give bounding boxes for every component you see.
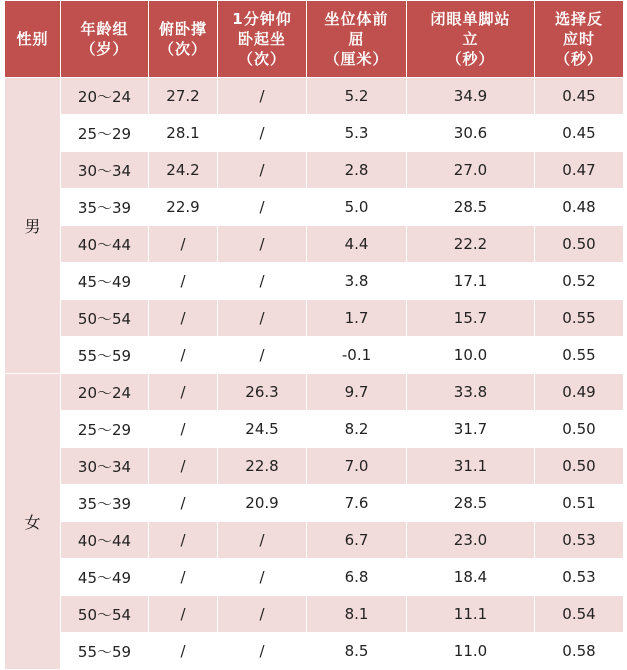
reaction-time-cell: 0.50	[535, 226, 624, 263]
header-label: 1分钟仰 卧起坐 （次）	[232, 10, 292, 68]
pushups-cell: /	[149, 374, 218, 411]
age-group-cell: 25～29	[61, 115, 149, 152]
age-group-cell: 50～54	[61, 300, 149, 337]
table-row	[5, 596, 624, 633]
age-group-cell: 40～44	[61, 226, 149, 263]
single-leg-stand-cell: 34.9	[407, 78, 535, 115]
situps-cell: 26.3	[218, 374, 307, 411]
table-row	[5, 337, 624, 374]
header-label: 坐位体前 屈 （厘米）	[324, 10, 389, 68]
reaction-time-cell: 0.53	[535, 522, 624, 559]
situps-cell: 20.9	[218, 485, 307, 522]
pushups-cell: /	[149, 522, 218, 559]
age-group-cell: 55～59	[61, 633, 149, 670]
reaction-time-cell: 0.45	[535, 78, 624, 115]
situps-cell: /	[218, 522, 307, 559]
header-label: 年龄组 （岁）	[80, 20, 129, 58]
pushups-cell: 22.9	[149, 189, 218, 226]
situps-cell: /	[218, 300, 307, 337]
table-row	[5, 226, 624, 263]
header-label: 闭眼单脚站 立 （秒）	[430, 10, 511, 68]
situps-cell: /	[218, 115, 307, 152]
gender-cell: 男	[5, 78, 61, 374]
situps-cell: /	[218, 337, 307, 374]
single-leg-stand-cell: 28.5	[407, 189, 535, 226]
reaction-time-cell: 0.50	[535, 411, 624, 448]
single-leg-stand-cell: 18.4	[407, 559, 535, 596]
age-group-cell: 30～34	[61, 448, 149, 485]
pushups-cell: 28.1	[149, 115, 218, 152]
single-leg-stand-cell: 11.1	[407, 596, 535, 633]
age-group-cell: 55～59	[61, 337, 149, 374]
situps-cell: /	[218, 189, 307, 226]
pushups-cell: /	[149, 596, 218, 633]
reaction-time-cell: 0.47	[535, 152, 624, 189]
header-gender	[5, 1, 61, 78]
age-group-cell: 20～24	[61, 374, 149, 411]
sit-and-reach-cell: 8.5	[307, 633, 407, 670]
sit-and-reach-cell: 2.8	[307, 152, 407, 189]
situps-cell: 24.5	[218, 411, 307, 448]
header-label: 俯卧撑 （次）	[158, 20, 207, 58]
situps-cell: /	[218, 152, 307, 189]
table-row	[5, 374, 624, 411]
age-group-cell: 50～54	[61, 596, 149, 633]
pushups-cell: /	[149, 448, 218, 485]
pushups-cell: /	[149, 300, 218, 337]
single-leg-stand-cell: 22.2	[407, 226, 535, 263]
header-label: 性别	[16, 30, 49, 48]
sit-and-reach-cell: 7.0	[307, 448, 407, 485]
fitness-standards-table	[4, 0, 624, 670]
age-group-cell: 30～34	[61, 152, 149, 189]
sit-and-reach-cell: -0.1	[307, 337, 407, 374]
sit-and-reach-cell: 1.7	[307, 300, 407, 337]
table-body	[5, 78, 624, 670]
situps-cell: /	[218, 78, 307, 115]
header-age-group	[61, 1, 149, 78]
table-row	[5, 263, 624, 300]
sit-and-reach-cell: 5.0	[307, 189, 407, 226]
table-row	[5, 522, 624, 559]
single-leg-stand-cell: 33.8	[407, 374, 535, 411]
single-leg-stand-cell: 28.5	[407, 485, 535, 522]
header-single-leg-stand	[407, 1, 535, 78]
single-leg-stand-cell: 27.0	[407, 152, 535, 189]
pushups-cell: 24.2	[149, 152, 218, 189]
age-group-cell: 35～39	[61, 189, 149, 226]
reaction-time-cell: 0.48	[535, 189, 624, 226]
sit-and-reach-cell: 9.7	[307, 374, 407, 411]
single-leg-stand-cell: 30.6	[407, 115, 535, 152]
pushups-cell: /	[149, 226, 218, 263]
single-leg-stand-cell: 23.0	[407, 522, 535, 559]
situps-cell: /	[218, 226, 307, 263]
sit-and-reach-cell: 6.8	[307, 559, 407, 596]
table-header	[5, 1, 624, 78]
single-leg-stand-cell: 31.7	[407, 411, 535, 448]
age-group-cell: 45～49	[61, 263, 149, 300]
reaction-time-cell: 0.50	[535, 448, 624, 485]
gender-cell: 女	[5, 374, 61, 670]
pushups-cell: /	[149, 485, 218, 522]
reaction-time-cell: 0.58	[535, 633, 624, 670]
pushups-cell: /	[149, 263, 218, 300]
table-row	[5, 559, 624, 596]
sit-and-reach-cell: 8.2	[307, 411, 407, 448]
age-group-cell: 40～44	[61, 522, 149, 559]
header-sit-and-reach	[307, 1, 407, 78]
table-row	[5, 152, 624, 189]
reaction-time-cell: 0.49	[535, 374, 624, 411]
header-reaction-time	[535, 1, 624, 78]
single-leg-stand-cell: 10.0	[407, 337, 535, 374]
single-leg-stand-cell: 11.0	[407, 633, 535, 670]
header-pushups	[149, 1, 218, 78]
table-row	[5, 189, 624, 226]
reaction-time-cell: 0.54	[535, 596, 624, 633]
sit-and-reach-cell: 6.7	[307, 522, 407, 559]
reaction-time-cell: 0.45	[535, 115, 624, 152]
single-leg-stand-cell: 15.7	[407, 300, 535, 337]
sit-and-reach-cell: 5.3	[307, 115, 407, 152]
table-row	[5, 485, 624, 522]
pushups-cell: 27.2	[149, 78, 218, 115]
reaction-time-cell: 0.55	[535, 337, 624, 374]
reaction-time-cell: 0.51	[535, 485, 624, 522]
header-label: 选择反 应时 （秒）	[554, 10, 603, 68]
sit-and-reach-cell: 5.2	[307, 78, 407, 115]
sit-and-reach-cell: 4.4	[307, 226, 407, 263]
sit-and-reach-cell: 7.6	[307, 485, 407, 522]
header-situps	[218, 1, 307, 78]
table-row	[5, 115, 624, 152]
table-row	[5, 448, 624, 485]
table-row	[5, 411, 624, 448]
age-group-cell: 25～29	[61, 411, 149, 448]
header-row	[5, 1, 624, 78]
pushups-cell: /	[149, 633, 218, 670]
situps-cell: /	[218, 263, 307, 300]
pushups-cell: /	[149, 411, 218, 448]
table-row	[5, 300, 624, 337]
age-group-cell: 35～39	[61, 485, 149, 522]
sit-and-reach-cell: 8.1	[307, 596, 407, 633]
reaction-time-cell: 0.52	[535, 263, 624, 300]
single-leg-stand-cell: 31.1	[407, 448, 535, 485]
table-row	[5, 78, 624, 115]
age-group-cell: 20～24	[61, 78, 149, 115]
situps-cell: 22.8	[218, 448, 307, 485]
reaction-time-cell: 0.53	[535, 559, 624, 596]
single-leg-stand-cell: 17.1	[407, 263, 535, 300]
table-row	[5, 633, 624, 670]
reaction-time-cell: 0.55	[535, 300, 624, 337]
sit-and-reach-cell: 3.8	[307, 263, 407, 300]
pushups-cell: /	[149, 559, 218, 596]
age-group-cell: 45～49	[61, 559, 149, 596]
situps-cell: /	[218, 596, 307, 633]
situps-cell: /	[218, 559, 307, 596]
situps-cell: /	[218, 633, 307, 670]
pushups-cell: /	[149, 337, 218, 374]
